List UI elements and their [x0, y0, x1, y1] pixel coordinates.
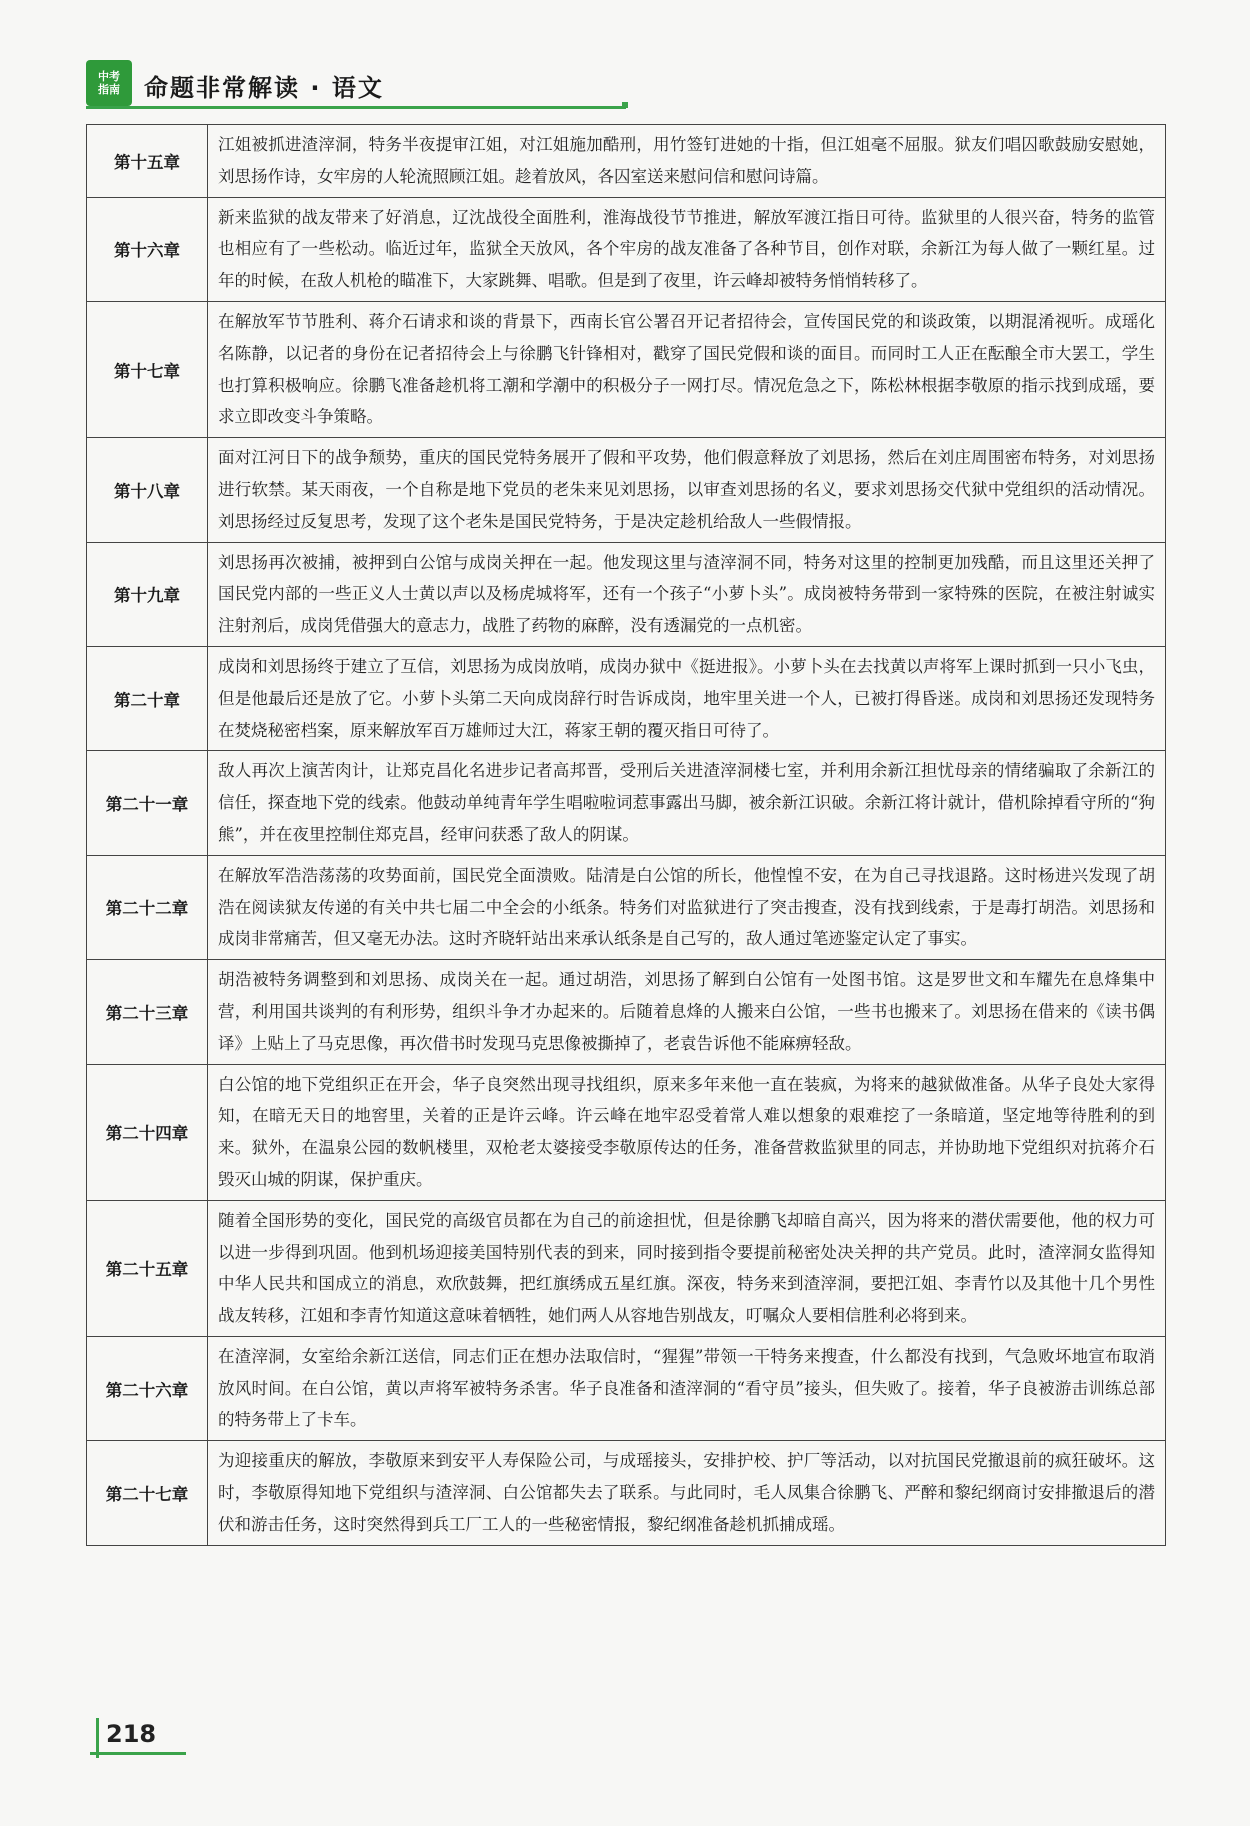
table-row [87, 197, 1166, 301]
table-row [87, 125, 1166, 198]
chapter-label: 第十六章 [87, 197, 208, 301]
table-row [87, 542, 1166, 646]
chapter-label: 第十九章 [87, 542, 208, 646]
chapter-label: 第十五章 [87, 125, 208, 198]
chapter-summary: 江姐被抓进渣滓洞，特务半夜提审江姐，对江姐施加酷刑，用竹签钉进她的十指，但江姐毫不屈服。狱友们唱囚歌鼓励安慰她，刘思扬作诗，女牢房的人轮流照顾江姐。趁着放风，各囚室送来慰问信和慰问诗篇。 [208, 125, 1166, 198]
chapter-label: 第二十二章 [87, 855, 208, 959]
table-row [87, 1441, 1166, 1545]
chapter-summary: 刘思扬再次被捕，被押到白公馆与成岗关押在一起。他发现这里与渣滓洞不同，特务对这里的控制更加残酷，而且这里还关押了国民党内部的一些正义人士黄以声以及杨虎城将军，还有一个孩子“小萝卜头”。成岗被特务带到一家特殊的医院，在被注射诚实注射剂后，成岗凭借强大的意志力，战胜了药物的麻醉，没有透漏党的一点机密。 [208, 542, 1166, 646]
chapter-summary: 在解放军浩浩荡荡的攻势面前，国民党全面溃败。陆清是白公馆的所长，他惶惶不安，在为自己寻找退路。这时杨进兴发现了胡浩在阅读狱友传递的有关中共七届二中全会的小纸条。特务们对监狱进行了突击搜查，没有找到线索，于是毒打胡浩。刘思扬和成岗非常痛苦，但又毫无办法。这时齐晓轩站出来承认纸条是自己写的，敌人通过笔迹鉴定认定了事实。 [208, 855, 1166, 959]
chapter-label: 第二十三章 [87, 960, 208, 1064]
chapter-summary: 白公馆的地下党组织正在开会，华子良突然出现寻找组织，原来多年来他一直在装疯，为将来的越狱做准备。从华子良处大家得知，在暗无天日的地窖里，关着的正是许云峰。许云峰在地牢忍受着常人难以想象的艰难挖了一条暗道，坚定地等待胜利的到来。狱外，在温泉公园的数帆楼里，双枪老太婆接受李敬原传达的任务，准备营救监狱里的同志，并协助地下党组织对抗蒋介石毁灭山城的阴谋，保护重庆。 [208, 1064, 1166, 1200]
table-row [87, 438, 1166, 542]
book-logo-icon: 中考指南 [86, 60, 132, 106]
header-divider [86, 106, 626, 109]
chapter-summary: 胡浩被特务调整到和刘思扬、成岗关在一起。通过胡浩，刘思扬了解到白公馆有一处图书馆。这是罗世文和车耀先在息烽集中营，利用国共谈判的有利形势，组织斗争才办起来的。后随着息烽的人搬来白公馆，一些书也搬来了。刘思扬在借来的《读书偶译》上贴上了马克思像，再次借书时发现马克思像被撕掉了，老袁告诉他不能麻痹轻敌。 [208, 960, 1166, 1064]
chapter-label: 第十八章 [87, 438, 208, 542]
chapter-label: 第二十章 [87, 646, 208, 750]
chapter-summary: 随着全国形势的变化，国民党的高级官员都在为自己的前途担忧，但是徐鹏飞却暗自高兴，因为将来的潜伏需要他，他的权力可以进一步得到巩固。他到机场迎接美国特别代表的到来，同时接到指令要提前秘密处决关押的共产党员。此时，渣滓洞女监得知中华人民共和国成立的消息，欢欣鼓舞，把红旗绣成五星红旗。深夜，特务来到渣滓洞，要把江姐、李青竹以及其他十几个男性战友转移，江姐和李青竹知道这意味着牺牲，她们两人从容地告别战友，叮嘱众人要相信胜利必将到来。 [208, 1200, 1166, 1336]
page-title: 命题非常解读 · 语文 [144, 74, 384, 102]
page-header [86, 56, 626, 108]
chapter-label: 第二十七章 [87, 1441, 208, 1545]
chapter-summary: 在解放军节节胜利、蒋介石请求和谈的背景下，西南长官公署召开记者招待会，宣传国民党的和谈政策，以期混淆视听。成瑶化名陈静，以记者的身份在记者招待会上与徐鹏飞针锋相对，戳穿了国民党假和谈的面目。而同时工人正在酝酿全市大罢工，学生也打算积极响应。徐鹏飞准备趁机将工潮和学潮中的积极分子一网打尽。情况危急之下，陈松林根据李敬原的指示找到成瑶，要求立即改变斗争策略。 [208, 301, 1166, 437]
chapter-label: 第二十一章 [87, 751, 208, 855]
chapter-summary: 新来监狱的战友带来了好消息，辽沈战役全面胜利，淮海战役节节推进，解放军渡江指日可待。监狱里的人很兴奋，特务的监管也相应有了一些松动。临近过年，监狱全天放风，各个牢房的战友准备了各种节目，创作对联，余新江为每人做了一颗红星。过年的时候，在敌人机枪的瞄准下，大家跳舞、唱歌。但是到了夜里，许云峰却被特务悄悄转移了。 [208, 197, 1166, 301]
chapter-summary-table [86, 124, 1166, 1546]
table-row [87, 1336, 1166, 1440]
chapter-summary: 为迎接重庆的解放，李敬原来到安平人寿保险公司，与成瑶接头，安排护校、护厂等活动，以对抗国民党撤退前的疯狂破坏。这时，李敬原得知地下党组织与渣滓洞、白公馆都失去了联系。与此同时，毛人凤集合徐鹏飞、严醉和黎纪纲商讨安排撤退后的潜伏和游击任务，这时突然得到兵工厂工人的一些秘密情报，黎纪纲准备趁机抓捕成瑶。 [208, 1441, 1166, 1545]
table-row [87, 301, 1166, 437]
chapter-label: 第二十五章 [87, 1200, 208, 1336]
table-row [87, 855, 1166, 959]
footer-accent-line [90, 1752, 186, 1755]
chapter-label: 第十七章 [87, 301, 208, 437]
page-number: 218 [106, 1720, 157, 1748]
table-row [87, 751, 1166, 855]
chapter-label: 第二十六章 [87, 1336, 208, 1440]
chapter-summary: 面对江河日下的战争颓势，重庆的国民党特务展开了假和平攻势，他们假意释放了刘思扬，然后在刘庄周围密布特务，对刘思扬进行软禁。某天雨夜，一个自称是地下党员的老朱来见刘思扬，以审查刘思扬的名义，要求刘思扬交代狱中党组织的活动情况。刘思扬经过反复思考，发现了这个老朱是国民党特务，于是决定趁机给敌人一些假情报。 [208, 438, 1166, 542]
header-divider-end [622, 102, 628, 108]
chapter-summary: 在渣滓洞，女室给余新江送信，同志们正在想办法取信时，“猩猩”带领一干特务来搜查，什么都没有找到，气急败坏地宣布取消放风时间。在白公馆，黄以声将军被特务杀害。华子良准备和渣滓洞的“看守员”接头，但失败了。接着，华子良被游击训练总部的特务带上了卡车。 [208, 1336, 1166, 1440]
page-footer [90, 1718, 210, 1762]
table-row [87, 1200, 1166, 1336]
chapter-summary: 成岗和刘思扬终于建立了互信，刘思扬为成岗放哨，成岗办狱中《挺进报》。小萝卜头在去找黄以声将军上课时抓到一只小飞虫，但是他最后还是放了它。小萝卜头第二天向成岗辞行时告诉成岗，地牢里关进一个人，已被打得昏迷。成岗和刘思扬还发现特务在焚烧秘密档案，原来解放军百万雄师过大江，蒋家王朝的覆灭指日可待了。 [208, 646, 1166, 750]
chapter-summary: 敌人再次上演苦肉计，让郑克昌化名进步记者高邦晋，受刑后关进渣滓洞楼七室，并利用余新江担忧母亲的情绪骗取了余新江的信任，探查地下党的线索。他鼓动单纯青年学生唱啦啦词惹事露出马脚，被余新江识破。余新江将计就计，借机除掉看守所的“狗熊”，并在夜里控制住郑克昌，经审问获悉了敌人的阴谋。 [208, 751, 1166, 855]
table-row [87, 646, 1166, 750]
table-row [87, 960, 1166, 1064]
chapter-label: 第二十四章 [87, 1064, 208, 1200]
table-row [87, 1064, 1166, 1200]
